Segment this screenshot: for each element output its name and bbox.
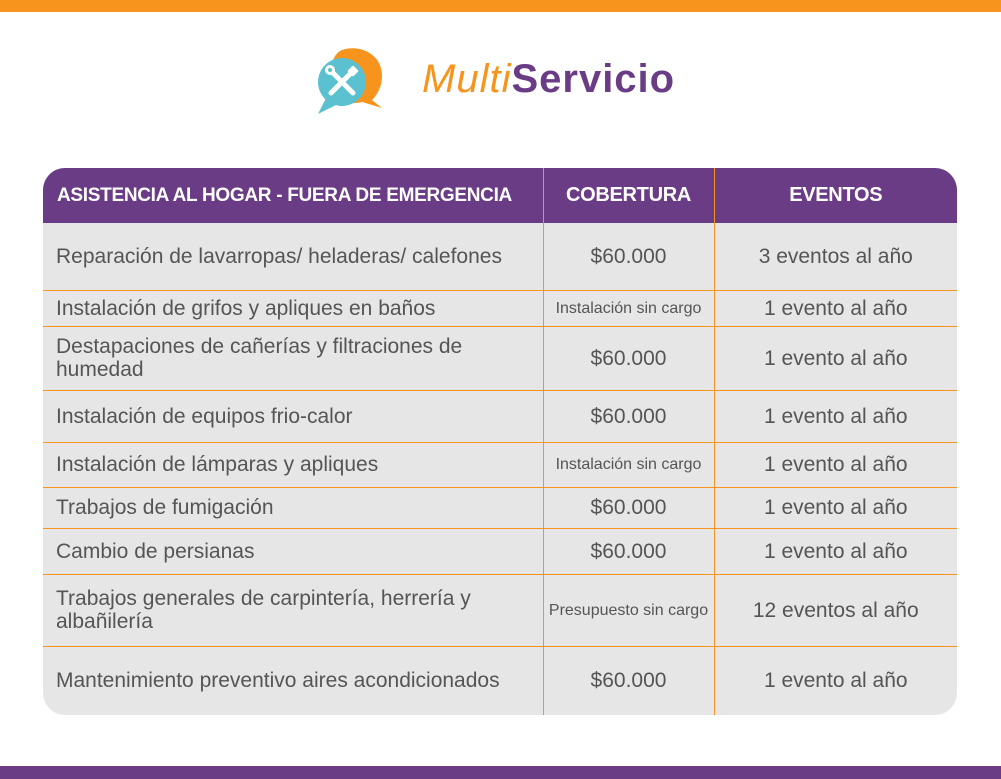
service-cell: Cambio de persianas (43, 528, 543, 574)
table-row (43, 574, 957, 646)
table-row (43, 390, 957, 442)
services-table (43, 168, 957, 715)
table-row (43, 442, 957, 487)
coverage-cell: $60.000 (543, 487, 714, 528)
service-cell: Trabajos de fumigación (43, 487, 543, 528)
events-cell: 3 eventos al año (714, 223, 957, 290)
coverage-cell: Presupuesto sin cargo (543, 574, 714, 646)
table-header-row (43, 168, 957, 223)
top-accent-bar (0, 0, 1001, 12)
events-cell: 1 evento al año (714, 326, 957, 390)
events-cell: 1 evento al año (714, 290, 957, 326)
events-cell: 12 eventos al año (714, 574, 957, 646)
coverage-cell: $60.000 (543, 223, 714, 290)
coverage-cell: Instalación sin cargo (543, 290, 714, 326)
events-cell: 1 evento al año (714, 390, 957, 442)
brand-name-servicio: Servicio (511, 57, 676, 101)
service-cell: Trabajos generales de carpintería, herrería y albañilería (43, 574, 543, 646)
header-events: EVENTOS (714, 168, 957, 223)
table-row (43, 326, 957, 390)
header-service: ASISTENCIA AL HOGAR - FUERA DE EMERGENCIA (57, 184, 512, 206)
brand-name (422, 59, 675, 99)
speech-bubble-tools-icon (312, 42, 386, 116)
bottom-accent-bar (0, 766, 1001, 779)
service-cell: Instalación de lámparas y apliques (43, 442, 543, 487)
events-cell: 1 evento al año (714, 442, 957, 487)
coverage-cell: $60.000 (543, 326, 714, 390)
table-row (43, 528, 957, 574)
service-cell: Mantenimiento preventivo aires acondicionados (43, 646, 543, 715)
coverage-cell: $60.000 (543, 528, 714, 574)
table-row (43, 487, 957, 528)
header-coverage: COBERTURA (543, 168, 714, 223)
table-row (43, 290, 957, 326)
service-cell: Destapaciones de cañerías y filtraciones de humedad (43, 326, 543, 390)
events-cell: 1 evento al año (714, 528, 957, 574)
coverage-cell: $60.000 (543, 646, 714, 715)
brand-logo (312, 42, 675, 116)
service-cell: Instalación de grifos y apliques en baños (43, 290, 543, 326)
events-cell: 1 evento al año (714, 646, 957, 715)
table-row (43, 223, 957, 290)
service-cell: Instalación de equipos frio-calor (43, 390, 543, 442)
services-table-container (43, 168, 957, 715)
service-cell: Reparación de lavarropas/ heladeras/ calefones (56, 244, 502, 268)
events-cell: 1 evento al año (714, 487, 957, 528)
brand-name-multi: Multi (422, 57, 512, 101)
coverage-cell: Instalación sin cargo (543, 442, 714, 487)
coverage-cell: $60.000 (543, 390, 714, 442)
table-row (43, 646, 957, 715)
